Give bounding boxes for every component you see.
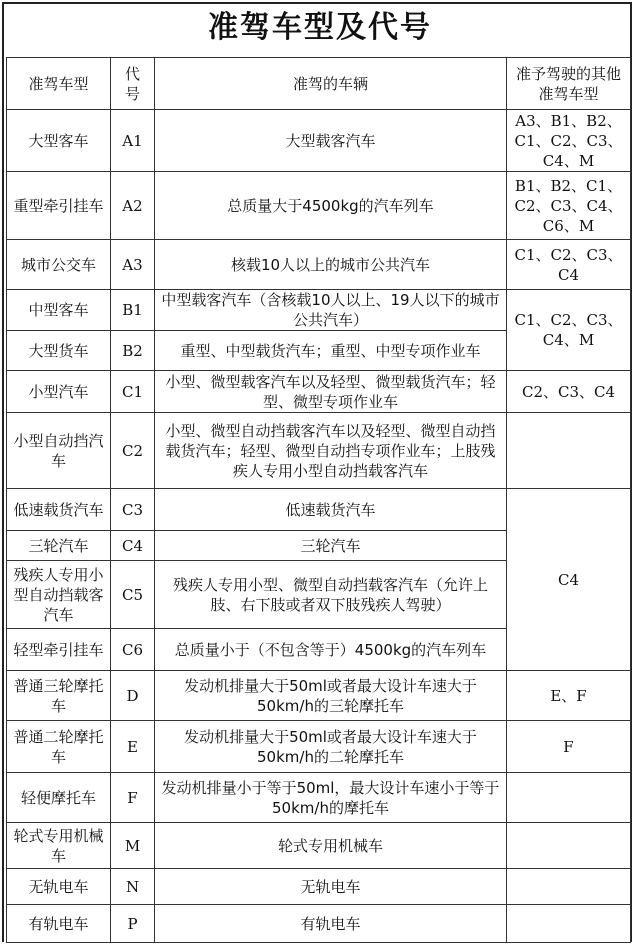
cell-others: C2、C3、C4 xyxy=(507,371,631,413)
cell-type: 大型货车 xyxy=(7,331,111,371)
cell-code: A3 xyxy=(111,240,155,290)
cell-others: E、F xyxy=(507,671,631,721)
cell-others: A3、B1、B2、C1、C2、C3、C4、M xyxy=(507,110,631,172)
cell-vehicles: 大型载客汽车 xyxy=(155,110,507,172)
cell-vehicles: 无轨电车 xyxy=(155,869,507,905)
cell-vehicles: 小型、微型载客汽车以及轻型、微型载货汽车；轻型、微型专项作业车 xyxy=(155,371,507,413)
cell-vehicles: 低速载货汽车 xyxy=(155,489,507,531)
cell-type: 轻型牵引挂车 xyxy=(7,629,111,671)
table-row xyxy=(7,869,631,905)
cell-type: 小型自动挡汽车 xyxy=(7,413,111,489)
table-row xyxy=(7,773,631,823)
cell-type: 中型客车 xyxy=(7,290,111,331)
header-code: 代号 xyxy=(111,58,155,110)
cell-vehicles: 总质量大于4500kg的汽车列车 xyxy=(155,172,507,240)
cell-vehicles: 小型、微型自动挡载客汽车以及轻型、微型自动挡载货汽车；轻型、微型自动挡专项作业车；上肢残疾人专用小型自动挡载客汽车 xyxy=(155,413,507,489)
cell-code: C5 xyxy=(111,561,155,629)
cell-others: F xyxy=(507,721,631,773)
header-vehicles: 准驾的车辆 xyxy=(155,58,507,110)
cell-type: 轮式专用机械车 xyxy=(7,823,111,869)
license-class-table xyxy=(6,57,631,943)
header-others: 准予驾驶的其他准驾车型 xyxy=(507,58,631,110)
cell-vehicles: 发动机排量大于50ml或者最大设计车速大于50km/h的二轮摩托车 xyxy=(155,721,507,773)
cell-others xyxy=(507,869,631,905)
cell-code: C6 xyxy=(111,629,155,671)
table-row xyxy=(7,110,631,172)
table-row xyxy=(7,721,631,773)
cell-others xyxy=(507,413,631,489)
cell-others xyxy=(507,823,631,869)
cell-code: B2 xyxy=(111,331,155,371)
table-header-row xyxy=(7,58,631,110)
table-row xyxy=(7,823,631,869)
header-type: 准驾车型 xyxy=(7,58,111,110)
cell-code: A2 xyxy=(111,172,155,240)
cell-type: 低速载货汽车 xyxy=(7,489,111,531)
cell-others: C4 xyxy=(507,489,631,671)
table-row xyxy=(7,240,631,290)
cell-code: B1 xyxy=(111,290,155,331)
cell-type: 无轨电车 xyxy=(7,869,111,905)
cell-vehicles: 发动机排量大于50ml或者最大设计车速大于50km/h的三轮摩托车 xyxy=(155,671,507,721)
table-row xyxy=(7,489,631,531)
cell-vehicles: 重型、中型载货汽车；重型、中型专项作业车 xyxy=(155,331,507,371)
cell-type: 重型牵引挂车 xyxy=(7,172,111,240)
table-row xyxy=(7,413,631,489)
cell-code: M xyxy=(111,823,155,869)
page-title: 准驾车型及代号 xyxy=(208,10,432,45)
cell-code: C3 xyxy=(111,489,155,531)
cell-code: A1 xyxy=(111,110,155,172)
cell-code: C2 xyxy=(111,413,155,489)
cell-others xyxy=(507,905,631,943)
cell-others: C1、C2、C3、C4、M xyxy=(507,290,631,371)
cell-vehicles: 残疾人专用小型、微型自动挡载客汽车（允许上肢、右下肢或者双下肢残疾人驾驶） xyxy=(155,561,507,629)
cell-vehicles: 总质量小于（不包含等于）4500kg的汽车列车 xyxy=(155,629,507,671)
cell-type: 城市公交车 xyxy=(7,240,111,290)
cell-others: B1、B2、C1、C2、C3、C4、C6、M xyxy=(507,172,631,240)
cell-code: N xyxy=(111,869,155,905)
cell-type: 有轨电车 xyxy=(7,905,111,943)
table-row xyxy=(7,371,631,413)
cell-vehicles: 中型载客汽车（含核载10人以上、19人以下的城市公共汽车） xyxy=(155,290,507,331)
cell-others xyxy=(507,773,631,823)
cell-vehicles: 核载10人以上的城市公共汽车 xyxy=(155,240,507,290)
cell-others: C1、C2、C3、C4 xyxy=(507,240,631,290)
cell-code: F xyxy=(111,773,155,823)
cell-code: D xyxy=(111,671,155,721)
cell-code: C4 xyxy=(111,531,155,561)
table-row xyxy=(7,905,631,943)
cell-type: 残疾人专用小型自动挡载客汽车 xyxy=(7,561,111,629)
cell-type: 轻便摩托车 xyxy=(7,773,111,823)
cell-code: E xyxy=(111,721,155,773)
cell-code: C1 xyxy=(111,371,155,413)
cell-type: 大型客车 xyxy=(7,110,111,172)
table-row xyxy=(7,290,631,331)
cell-vehicles: 轮式专用机械车 xyxy=(155,823,507,869)
cell-vehicles: 三轮汽车 xyxy=(155,531,507,561)
cell-type: 三轮汽车 xyxy=(7,531,111,561)
cell-vehicles: 有轨电车 xyxy=(155,905,507,943)
cell-type: 小型汽车 xyxy=(7,371,111,413)
table-row xyxy=(7,671,631,721)
table-row xyxy=(7,172,631,240)
cell-type: 普通三轮摩托车 xyxy=(7,671,111,721)
cell-type: 普通二轮摩托车 xyxy=(7,721,111,773)
cell-code: P xyxy=(111,905,155,943)
cell-vehicles: 发动机排量小于等于50ml，最大设计车速小于等于50km/h的摩托车 xyxy=(155,773,507,823)
